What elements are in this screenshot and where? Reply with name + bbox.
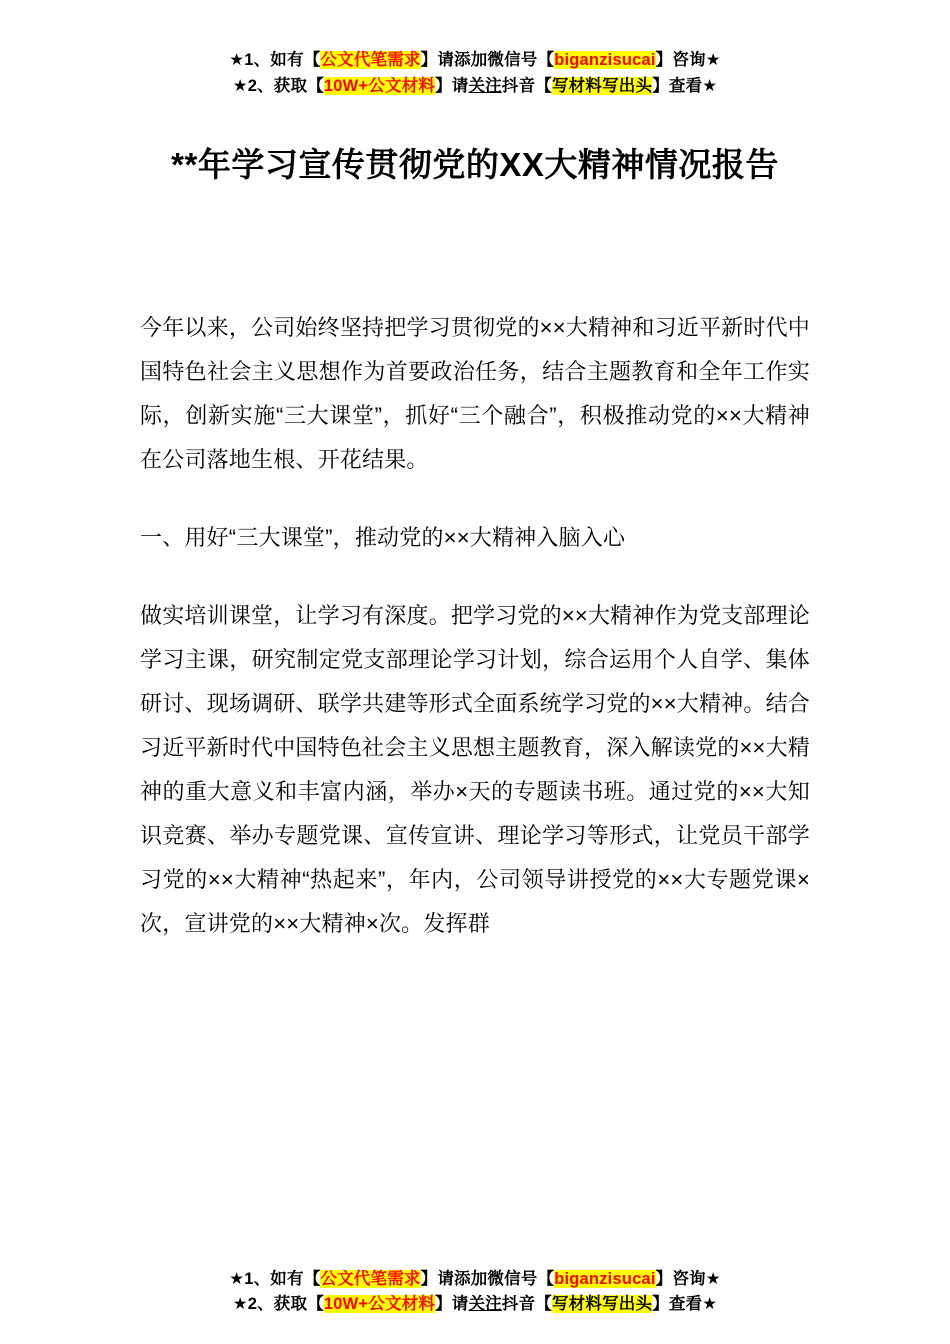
promo-text-a: 如有 <box>270 51 304 69</box>
promo-b-text-b: 请添加微信号 <box>437 1269 538 1288</box>
promo2-text-b: 请 <box>451 76 469 95</box>
promo-b2-bracket-open: 【 <box>307 1295 324 1314</box>
section-heading-1: 一、用好“三大课堂”，推动党的××大精神入脑入心 <box>140 524 626 550</box>
promo-b-bracket2-close: 】 <box>655 1269 673 1288</box>
promo2-text-b2: 抖音 <box>501 76 536 95</box>
promo-banner-top <box>0 48 950 99</box>
promo-bottom-line-1 <box>0 1267 950 1293</box>
page-title: **年学习宣传贯彻党的XX大精神情况报告 <box>171 146 779 184</box>
promo2-text-a: 获取 <box>273 76 308 95</box>
promo-b-number: 1、 <box>244 1269 271 1288</box>
body-paragraph-1: 今年以来，公司始终坚持把学习贯彻党的××大精神和习近平新时代中国特色社会主义思想作为首要政治任务，结合主题教育和全年工作实际，创新实施“三大课堂”，抓好“三个融合”，积极推动党的××大精神在公司落地生根、开花结果。 <box>140 314 810 472</box>
promo2-highlight-materials: 10W+公文材料 <box>323 76 436 95</box>
promo-b2-text-c: 查看 <box>668 1295 703 1314</box>
promo-b-star-lead: ★ <box>229 1269 245 1288</box>
promo2-bracket-close: 】 <box>435 76 452 95</box>
promo-b-text-a: 如有 <box>270 1269 304 1288</box>
promo-b2-star-lead: ★ <box>232 1295 248 1314</box>
promo-b2-text-a: 获取 <box>273 1295 308 1314</box>
promo2-bracket-open: 【 <box>307 76 324 95</box>
promo-star-trail: ★ <box>705 51 721 69</box>
promo2-bracket2-open: 【 <box>535 76 552 95</box>
promo-b2-bracket2-open: 【 <box>535 1295 552 1314</box>
promo-b-star-trail: ★ <box>705 1269 721 1288</box>
promo-bottom-line-2 <box>0 1292 950 1318</box>
promo-line-1 <box>0 48 950 74</box>
promo-text-c: 咨询 <box>672 51 706 69</box>
promo-b2-text-b-underline: 关注 <box>468 1295 502 1314</box>
promo-b2-highlight-douyin: 写材料写出头 <box>551 1295 653 1314</box>
promo-b2-bracket-close: 】 <box>435 1295 452 1314</box>
promo-b2-star-trail: ★ <box>702 1295 718 1314</box>
promo-b2-text-b: 请 <box>451 1295 469 1314</box>
body-paragraph-2: 做实培训课堂，让学习有深度。把学习党的××大精神作为党支部理论学习主课，研究制定党支部理论学习计划，综合运用个人自学、集体研讨、现场调研、联学共建等形式全面系统学习党的××大精神。结合习近平新时代中国特色社会主义思想主题教育，深入解读党的××大精神的重大意义和丰富内涵，举办×天的专题读书班。通过党的××大知识竞赛、举办专题党课、宣传宣讲、理论学习等形式，让党员干部学习党的××大精神“热起来”，年内，公司领导讲授党的××大专题党课×次，宣讲党的××大精神×次。发挥群 <box>140 602 810 936</box>
promo-b2-number: 2、 <box>247 1295 274 1314</box>
promo-b2-text-b2: 抖音 <box>501 1295 536 1314</box>
promo-b2-highlight-materials: 10W+公文材料 <box>323 1295 436 1314</box>
promo-bracket2-close: 】 <box>655 51 673 69</box>
promo2-star-trail: ★ <box>702 76 718 95</box>
promo-b-bracket-open: 【 <box>303 1269 321 1288</box>
promo-star-lead: ★ <box>229 51 245 69</box>
promo2-star-lead: ★ <box>232 76 248 95</box>
promo-banner-bottom <box>0 1243 950 1318</box>
promo-b-bracket2-open: 【 <box>537 1269 555 1288</box>
promo-number: 1、 <box>244 51 271 69</box>
promo2-text-b-underline: 关注 <box>468 76 502 95</box>
promo-b-highlight-wechat-id: biganzisucai <box>554 1269 656 1288</box>
promo-bracket2-open: 【 <box>537 51 555 69</box>
promo-bracket-close: 】 <box>420 51 438 69</box>
promo-b-bracket-close: 】 <box>420 1269 438 1288</box>
promo-text-b: 请添加微信号 <box>437 51 538 69</box>
promo-bracket-open: 【 <box>303 51 321 69</box>
promo-b2-bracket2-close: 】 <box>652 1295 669 1314</box>
promo-highlight-wechat-id: biganzisucai <box>554 51 656 69</box>
promo-b-text-c: 咨询 <box>672 1269 706 1288</box>
promo-line-2 <box>0 74 950 100</box>
promo2-number: 2、 <box>247 76 274 95</box>
promo-b-highlight-service: 公文代笔需求 <box>320 1269 421 1288</box>
promo2-text-c: 查看 <box>668 76 703 95</box>
promo2-highlight-douyin: 写材料写出头 <box>551 76 653 95</box>
promo-highlight-service: 公文代笔需求 <box>320 51 421 69</box>
promo2-bracket2-close: 】 <box>652 76 669 95</box>
document-body <box>0 306 950 946</box>
